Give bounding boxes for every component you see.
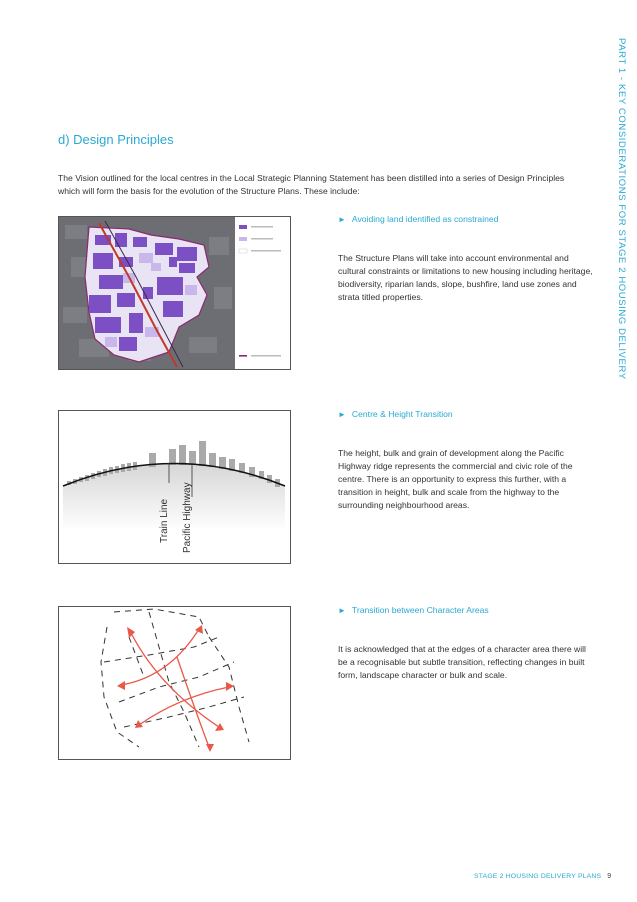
arrow-right-icon: ►: [338, 410, 346, 419]
constraints-map: [58, 216, 291, 370]
arrowheads: [117, 625, 234, 752]
intro-paragraph: The Vision outlined for the local centres in the Local Strategic Planning Statement has been distilled into a series of Design Principles which will form the basis for the evolution of the Structure Plans. These include:: [58, 173, 565, 197]
height-transition-diagram: [58, 410, 291, 564]
principle-3-body: It is acknowledged that at the edges of a character area there will be a recognisable but subtle transition, reflecting changes in built form, landscape character or bulk and scale.: [338, 644, 586, 680]
legend-swatch-boundary: [239, 355, 247, 357]
transition-arrows: [121, 629, 229, 747]
character-areas-diagram: [58, 606, 291, 760]
principle-2-title: [338, 409, 453, 419]
page-number: 9: [607, 873, 612, 880]
footer-label: STAGE 2 HOUSING DELIVERY PLANS: [474, 873, 602, 880]
principle-1-title: [338, 214, 498, 224]
principle-3-title-text: Transition between Character Areas: [351, 605, 489, 615]
legend-swatch-constrained: [239, 225, 247, 229]
principle-1-title-text: Avoiding land identified as constrained: [351, 214, 499, 224]
page-heading: d) Design Principles: [58, 132, 174, 147]
principle-3-title: [338, 605, 489, 615]
character-areas-graphic: [59, 607, 290, 759]
arrow-right-icon: ►: [338, 606, 346, 615]
legend-swatch-other: [239, 249, 247, 253]
section-side-title: PART 1 - KEY CONSIDERATIONS FOR STAGE 2 HOUSING DELIVERY: [616, 38, 627, 380]
pacific-highway-label: Pacific Highway: [182, 482, 193, 553]
character-area-boundaries: [101, 609, 249, 747]
arrow-right-icon: ►: [338, 215, 346, 224]
legend-swatch-light: [239, 237, 247, 241]
principle-1-body: The Structure Plans will take into account environmental and cultural constraints or limitations to new housing including heritage, biodiversity, riparian lands, slope, bushfire, land use zones and strata titled properties.: [338, 253, 593, 302]
height-transition-graphic: [59, 411, 290, 563]
page-footer: [474, 873, 611, 880]
train-line-label: Train Line: [159, 498, 170, 543]
principle-2-title-text: Centre & Height Transition: [351, 409, 453, 419]
constraints-map-graphic: [59, 217, 290, 369]
principle-2-body: The height, bulk and grain of development along the Pacific Highway ridge represents the commercial and civic role of the centre. There is an opportunity to express this further, with a transition in height, bulk and scale from the highway to the surrounding neighbourhood areas.: [338, 448, 573, 510]
